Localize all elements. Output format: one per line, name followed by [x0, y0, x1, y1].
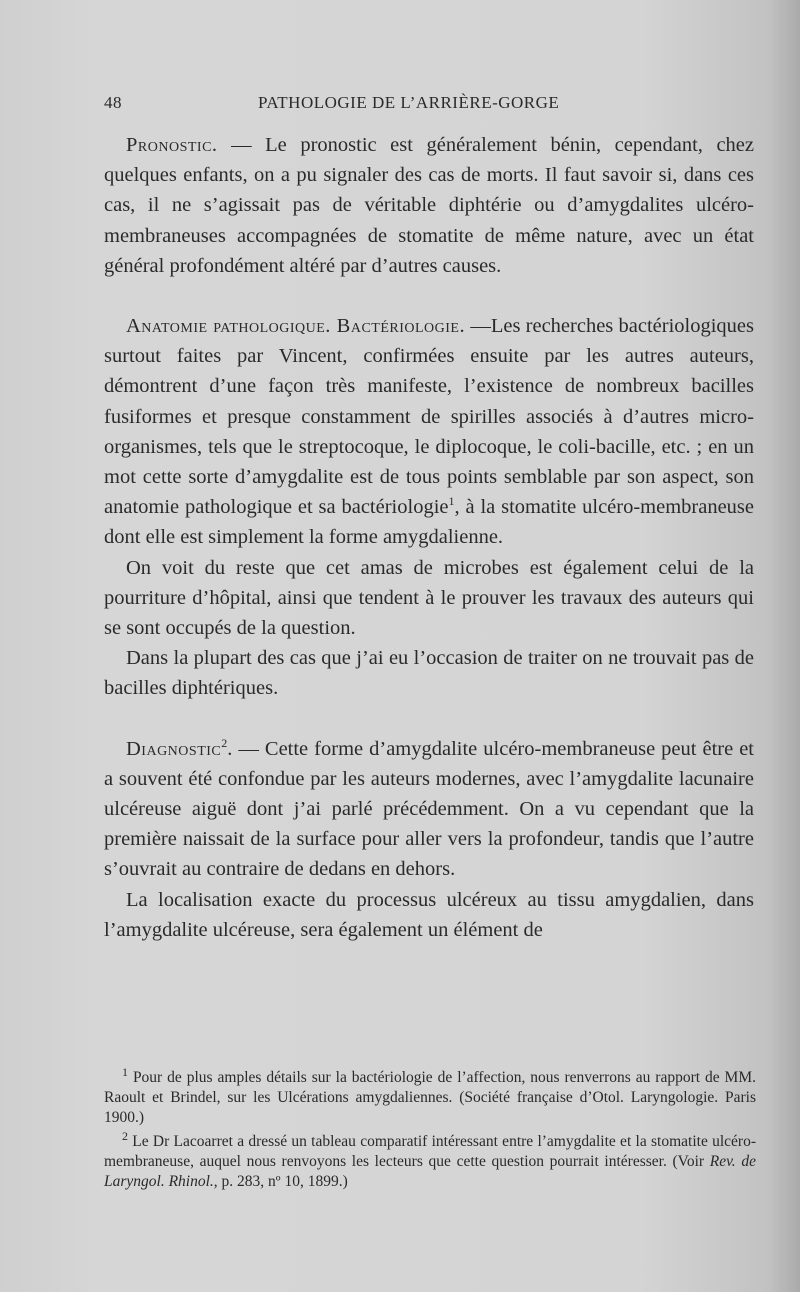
footnote-mark-2: 2: [122, 1128, 128, 1143]
footnote-1: [104, 1064, 756, 1128]
footnote-2-journal: Rev. de Laryngol. Rhinol.: [104, 1153, 756, 1190]
footnote-1-text: Pour de plus amples détails sur la bactériologie de l’affection, nous renverrons au rapport de MM. Raoult et Brindel, sur les Ulcérations amygdaliennes. (Société française d’Otol. Laryngologie. Paris 1900.): [104, 1069, 756, 1126]
running-header: [104, 93, 754, 119]
footnote-ref-2[interactable]: 2: [221, 735, 228, 750]
footnotes: [104, 1064, 756, 1196]
running-title: PATHOLOGIE DE L’ARRIÈRE-GORGE: [258, 93, 560, 112]
paragraph-localisation: La localisation exacte du processus ulcéreux au tissu amygdalien, dans l’amygdalite ulcéreuse, sera également un élément de: [104, 888, 754, 941]
section-heading-bacteriologie: Bactériologie.: [330, 315, 466, 338]
footnote-2-text-b: , p. 283, nº 10, 1899.): [213, 1173, 348, 1190]
section-heading-pronostic: Pronostic.: [126, 134, 218, 156]
pronostic-text: — Le pronostic est généralement bénin, cependant, chez quelques enfants, on a pu signaler des cas de morts. Il faut savoir si, dans ces cas, il ne s’agissait pas de véritable diphtérie ou d’amygdalites ulcéro-membraneuses accompagnées de stomatite de même nature, avec un état général profondément altéré par d’autres causes.: [104, 134, 754, 277]
paragraph-bacilles: Dans la plupart des cas que j’ai eu l’occasion de traiter on ne trouvait pas de bacilles diphtériques.: [104, 647, 754, 700]
anatomie-text-a: —Les recherches bactériologiques surtout faites par Vincent, confirmées ensuite par les autres auteurs, démontrent d’une façon très manifeste, l’existence de nombreux bacilles fusiformes et presque constamment de spirilles associés à d’autres micro-organismes, tels que le streptocoque, le diplocoque, le coli-bacille, etc. ; en un mot cette sorte d’amygdalite est de tous points semblable par son aspect, son anatomie pathologique et sa bactériologie: [104, 315, 754, 519]
section-heading-anatomie: Anatomie pathologique.: [126, 315, 331, 338]
footnote-ref-1[interactable]: 1: [448, 494, 455, 509]
footnote-2: [104, 1128, 756, 1192]
page-number: 48: [104, 93, 122, 112]
section-heading-diagnostic: Diagnostic: [126, 737, 222, 760]
main-text: [104, 130, 754, 945]
paragraph-pronostic: [104, 130, 754, 281]
paragraph-anatomie: [104, 311, 754, 553]
anatomie-text-b: , à la stomatite ulcéro-membraneuse dont elle est simplement la forme amygdalienne.: [104, 496, 755, 549]
paragraph-microbes: On voit du reste que cet amas de microbes est également celui de la pourriture d’hôpital, ainsi que tendent à le prouver les travaux des auteurs qui se sont occupés de la question.: [104, 556, 754, 640]
footnote-2-text-a: Le Dr Lacoarret a dressé un tableau comparatif intéressant entre l’amygdalite et la stomatite ulcéro-membraneuse, auquel nous renvoyons les lecteurs que cette question pourrait intéresser. (Voir: [104, 1133, 756, 1170]
paragraph-diagnostic: [104, 734, 754, 885]
footnote-mark-1: 1: [122, 1064, 128, 1079]
diagnostic-text: . — Cette forme d’amygdalite ulcéro-membraneuse peut être et a souvent été confondue par les auteurs modernes, avec l’amygdalite lacunaire ulcéreuse aiguë dont j’ai parlé précédemment. On a vu cependant que la première naissait de la surface pour aller vers la profondeur, tandis que l’autre s’ouvrait au contraire de dedans en dehors.: [104, 737, 754, 881]
